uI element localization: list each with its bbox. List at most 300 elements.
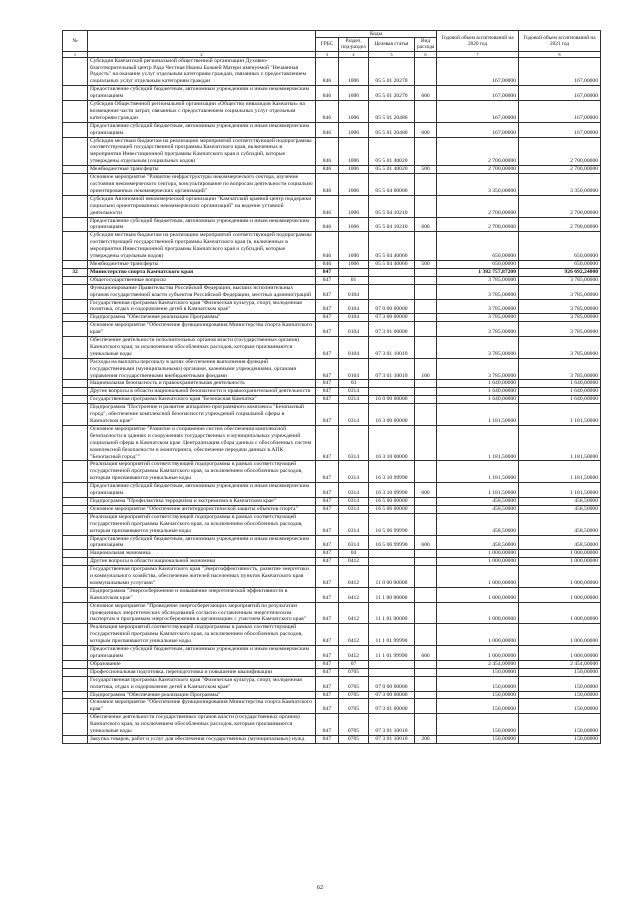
row-name: Реализация мероприятий соответствующей подпрограммы в рамках соответствующей государственной программы Камчатского края, за исключением обособленных расходов, которым присваиваются уникальные коды: [88, 624, 316, 646]
row-amount-2020: 167,00000: [437, 57, 519, 86]
row-name: Профессиональная подготовка, переподготовка и повышение квалификации: [88, 668, 316, 676]
row-grbs: 846: [316, 260, 339, 268]
row-name: Государственная программа Камчатского края "Физическая культура, спорт, молодежная политика, отдых и оздоровление детей в Камчатском крае": [88, 299, 316, 314]
row-razdel: 0412: [339, 566, 369, 588]
row-amount-2020: 1 181,50000: [437, 404, 519, 426]
row-target-article: 16 5 06 00000: [369, 505, 415, 513]
row-amount-2020: 1 181,50000: [437, 461, 519, 483]
row-name: Основное мероприятие "Обеспечение функционирования Министерства спорта Камчатского края": [88, 322, 316, 337]
row-expense-type: [415, 558, 437, 566]
row-amount-2020: 3 785,00000: [437, 322, 519, 337]
table-row: [63, 137, 601, 166]
column-index: 5: [369, 51, 415, 57]
row-name: Предоставление субсидий бюджетным, автономным учреждениям и иным некоммерческим организациям: [88, 646, 316, 661]
row-amount-2021: 150,00000: [519, 668, 601, 676]
row-number: [63, 260, 88, 268]
table-row: [63, 276, 601, 284]
row-razdel: 0314: [339, 461, 369, 483]
row-expense-type: [415, 624, 437, 646]
row-grbs: 847: [316, 284, 339, 299]
row-expense-type: [415, 587, 437, 602]
row-amount-2021: 2 700,00000: [519, 166, 601, 174]
row-grbs: 847: [316, 676, 339, 691]
row-grbs: 847: [316, 587, 339, 602]
row-amount-2021: 3 785,00000: [519, 276, 601, 284]
row-name: Субсидия Общественной региональной организации «Общество инвалидов Камчатки» на возмещение части затрат, связанных с предоставлением социальных услуг отдельным категориям граждан: [88, 101, 316, 123]
row-expense-type: [415, 550, 437, 558]
row-number: [63, 602, 88, 624]
row-number: [63, 483, 88, 498]
row-number: [63, 735, 88, 743]
row-number: [63, 587, 88, 602]
row-amount-2021: 167,00000: [519, 122, 601, 137]
row-expense-type: [415, 668, 437, 676]
row-number: [63, 337, 88, 359]
row-razdel: 0104: [339, 322, 369, 337]
table-row: [63, 388, 601, 396]
row-target-article: [369, 550, 415, 558]
column-index: 8: [519, 51, 601, 57]
row-expense-type: 600: [415, 86, 437, 101]
table-row: [63, 425, 601, 461]
row-expense-type: [415, 404, 437, 426]
row-razdel: 1006: [339, 260, 369, 268]
row-expense-type: [415, 314, 437, 322]
row-grbs: 846: [316, 174, 339, 196]
row-target-article: 16 0 00 00000: [369, 396, 415, 404]
row-amount-2020: 458,50000: [437, 505, 519, 513]
row-amount-2020: 458,50000: [437, 535, 519, 550]
row-expense-type: [415, 388, 437, 396]
table-row: [63, 57, 601, 86]
row-number: [63, 358, 88, 380]
row-target-article: 16 5 06 99990: [369, 535, 415, 550]
row-grbs: 846: [316, 195, 339, 217]
row-amount-2021: 926 692,24000: [519, 268, 601, 276]
table-row: [63, 195, 601, 217]
row-amount-2021: 458,50000: [519, 505, 601, 513]
row-expense-type: 600: [415, 122, 437, 137]
row-expense-type: [415, 461, 437, 483]
table-row: [63, 676, 601, 691]
row-expense-type: [415, 101, 437, 123]
row-razdel: 0705: [339, 735, 369, 743]
row-name: Расходы на выплаты персоналу в целях обеспечения выполнения функций государственными (муниципальными) органами, казенными учреждениями, органами управления государственными внебюджетными фондами: [88, 358, 316, 380]
row-amount-2021: 1 000,00000: [519, 566, 601, 588]
row-amount-2021: 1 000,00000: [519, 624, 601, 646]
row-name: Предоставление субсидий бюджетным, автономным учреждениям и иным некоммерческим организациям: [88, 86, 316, 101]
row-grbs: 846: [316, 101, 339, 123]
row-amount-2020: 1 640,00000: [437, 380, 519, 388]
row-razdel: 0314: [339, 483, 369, 498]
row-razdel: 0314: [339, 497, 369, 505]
row-amount-2021: 1 640,00000: [519, 396, 601, 404]
row-grbs: 846: [316, 122, 339, 137]
table-row: [63, 699, 601, 714]
row-razdel: 04: [339, 550, 369, 558]
row-razdel: 0412: [339, 602, 369, 624]
row-expense-type: [415, 513, 437, 535]
row-grbs: 846: [316, 166, 339, 174]
row-target-article: [369, 660, 415, 668]
row-expense-type: [415, 566, 437, 588]
col-name-header: [88, 31, 316, 52]
row-target-article: 11 0 00 00000: [369, 566, 415, 588]
row-name: Основное мероприятие "Обеспечение функционирования Министерства спорта Камчатского края": [88, 699, 316, 714]
row-number: [63, 232, 88, 261]
row-razdel: 0314: [339, 404, 369, 426]
row-target-article: 05 5 01 20480: [369, 101, 415, 123]
table-row: [63, 668, 601, 676]
row-expense-type: [415, 284, 437, 299]
row-grbs: 847: [316, 276, 339, 284]
row-amount-2020: 2 700,00000: [437, 166, 519, 174]
row-target-article: 16 3 10 99990: [369, 461, 415, 483]
row-amount-2021: 1 181,50000: [519, 404, 601, 426]
row-amount-2020: 650,00000: [437, 260, 519, 268]
row-number: [63, 668, 88, 676]
row-number: [63, 57, 88, 86]
row-razdel: 0104: [339, 314, 369, 322]
row-expense-type: [415, 299, 437, 314]
table-row: [63, 404, 601, 426]
row-razdel: 0412: [339, 587, 369, 602]
row-number: [63, 646, 88, 661]
column-index: 2: [88, 51, 316, 57]
row-razdel: 0412: [339, 558, 369, 566]
row-name: Образование: [88, 660, 316, 668]
row-amount-2020: 1 640,00000: [437, 396, 519, 404]
row-name: Подпрограмма "Обеспечение реализации Программы": [88, 691, 316, 699]
row-expense-type: [415, 337, 437, 359]
row-target-article: [369, 284, 415, 299]
row-amount-2021: 150,00000: [519, 676, 601, 691]
row-number: [63, 217, 88, 232]
row-number: 32: [63, 268, 88, 276]
row-grbs: 846: [316, 57, 339, 86]
table-row: [63, 380, 601, 388]
row-number: [63, 505, 88, 513]
row-name: Государственная программа Камчатского края "Физическая культура, спорт, молодежная политика, отдых и оздоровление детей в Камчатском крае": [88, 676, 316, 691]
row-grbs: 847: [316, 646, 339, 661]
row-razdel: 1006: [339, 86, 369, 101]
row-name: Подпрограмма "Обеспечение реализации Программы": [88, 314, 316, 322]
row-amount-2021: 458,50000: [519, 513, 601, 535]
row-amount-2021: 1 000,00000: [519, 602, 601, 624]
row-grbs: 847: [316, 380, 339, 388]
row-expense-type: [415, 691, 437, 699]
row-name: Основное мероприятие "Развитие и сопряжение систем обеспечения комплексной безопасности в зданиях и сооружениях государственных и муниципальных учреждений социальной сферы в Камчатском крае. Централизация сбора данных с обособленных систем комплексной безопасности и мониторинга, обеспечение передачи данных в АПК "Безопасный город"": [88, 425, 316, 461]
row-razdel: 0314: [339, 425, 369, 461]
row-grbs: 847: [316, 668, 339, 676]
row-name: Закупка товаров, работ и услуг для обеспечения государственных (муниципальных) нужд: [88, 735, 316, 743]
row-amount-2020: 1 181,50000: [437, 425, 519, 461]
row-amount-2021: 1 000,00000: [519, 550, 601, 558]
row-razdel: [339, 268, 369, 276]
row-amount-2020: 2 700,00000: [437, 217, 519, 232]
row-amount-2021: 2 454,00000: [519, 660, 601, 668]
table-row: [63, 714, 601, 736]
row-razdel: 1006: [339, 101, 369, 123]
row-name: Общегосударственные вопросы: [88, 276, 316, 284]
row-amount-2020: 1 382 757,87200: [437, 268, 519, 276]
row-target-article: 07 3 00 00000: [369, 314, 415, 322]
row-amount-2021: 1 640,00000: [519, 388, 601, 396]
row-expense-type: [415, 380, 437, 388]
row-amount-2021: 2 700,00000: [519, 217, 601, 232]
row-expense-type: [415, 396, 437, 404]
row-name: Межбюджетные трансферты: [88, 260, 316, 268]
row-number: [63, 624, 88, 646]
row-amount-2020: 1 640,00000: [437, 388, 519, 396]
row-number: [63, 676, 88, 691]
row-expense-type: [415, 137, 437, 166]
row-expense-type: 200: [415, 735, 437, 743]
col-vr-header: Вид расхода: [415, 38, 437, 51]
table-row: [63, 268, 601, 276]
row-amount-2020: 650,00000: [437, 232, 519, 261]
row-amount-2021: 167,00000: [519, 101, 601, 123]
row-razdel: 0104: [339, 337, 369, 359]
row-amount-2020: 1 000,00000: [437, 587, 519, 602]
row-number: [63, 166, 88, 174]
table-body: [63, 57, 601, 743]
row-target-article: 05 5 04 10210: [369, 195, 415, 217]
row-amount-2021: 3 785,00000: [519, 322, 601, 337]
row-razdel: 0314: [339, 535, 369, 550]
row-amount-2020: 3 785,00000: [437, 276, 519, 284]
table-row: [63, 122, 601, 137]
row-number: [63, 195, 88, 217]
row-razdel: 1006: [339, 217, 369, 232]
header-row-1: [63, 31, 601, 38]
row-razdel: 1006: [339, 57, 369, 86]
table-row: [63, 166, 601, 174]
row-amount-2020: 2 700,00000: [437, 137, 519, 166]
row-number: [63, 299, 88, 314]
row-amount-2020: 150,00000: [437, 714, 519, 736]
col-num-header: №: [63, 31, 88, 52]
row-grbs: 847: [316, 558, 339, 566]
col-codes-header: Коды: [316, 31, 437, 38]
row-razdel: 1006: [339, 232, 369, 261]
row-amount-2020: 458,50000: [437, 513, 519, 535]
column-index: 4: [339, 51, 369, 57]
table-row: [63, 314, 601, 322]
row-amount-2021: 1 181,50000: [519, 425, 601, 461]
row-razdel: 0314: [339, 513, 369, 535]
row-razdel: 07: [339, 660, 369, 668]
row-grbs: 847: [316, 299, 339, 314]
row-amount-2021: 1 000,00000: [519, 558, 601, 566]
row-amount-2021: 3 785,00000: [519, 337, 601, 359]
table-row: [63, 299, 601, 314]
table-row: [63, 217, 601, 232]
table-row: [63, 505, 601, 513]
row-amount-2020: 2 454,00000: [437, 660, 519, 668]
row-razdel: 0705: [339, 714, 369, 736]
row-amount-2020: 150,00000: [437, 676, 519, 691]
row-grbs: 847: [316, 513, 339, 535]
row-amount-2020: 458,50000: [437, 497, 519, 505]
row-expense-type: [415, 505, 437, 513]
row-name: Подпрограмма "Профилактика терроризма и экстремизма в Камчатском крае": [88, 497, 316, 505]
row-target-article: 07 3 01 10010: [369, 735, 415, 743]
row-amount-2020: 3 785,00000: [437, 314, 519, 322]
row-grbs: 847: [316, 566, 339, 588]
row-expense-type: [415, 660, 437, 668]
row-grbs: 847: [316, 425, 339, 461]
row-amount-2020: 167,00000: [437, 101, 519, 123]
row-grbs: 847: [316, 550, 339, 558]
row-grbs: 847: [316, 483, 339, 498]
row-name: Функционирование Правительства Российской Федерации, высших исполнительных органов государственной власти субъектов Российской Федерации, местных администраций: [88, 284, 316, 299]
row-target-article: 05 5 01 20270: [369, 86, 415, 101]
row-grbs: 846: [316, 137, 339, 166]
row-number: [63, 396, 88, 404]
row-name: Государственная программа Камчатского края "Безопасная Камчатка": [88, 396, 316, 404]
page-number: 62: [316, 884, 324, 891]
row-expense-type: 500: [415, 166, 437, 174]
row-target-article: 16 3 00 00000: [369, 404, 415, 426]
row-target-article: 11 1 00 00000: [369, 587, 415, 602]
row-grbs: 847: [316, 404, 339, 426]
row-razdel: 0314: [339, 388, 369, 396]
row-number: [63, 380, 88, 388]
row-razdel: 0104: [339, 284, 369, 299]
row-name: Субсидия Камчатской региональной общественной организации Духовно-благотворительный центр Рада Честная Иконы Божией Матери именуемой "Нечаянная Радость" на оказание услуг отдельным категориям граждан, связанных с предоставлением социальных услуг отдельным категориям граждан: [88, 57, 316, 86]
row-name: Министерство спорта Камчатского края: [88, 268, 316, 276]
row-target-article: 16 3 10 99990: [369, 483, 415, 498]
row-amount-2021: 650,00000: [519, 232, 601, 261]
row-target-article: [369, 276, 415, 284]
table-row: [63, 624, 601, 646]
row-name: Предоставление субсидий бюджетным, автономным учреждениям и иным некоммерческим организациям: [88, 217, 316, 232]
table-row: [63, 602, 601, 624]
row-number: [63, 566, 88, 588]
row-name: Другие вопросы в области национальной безопасности и правоохранительной деятельности: [88, 388, 316, 396]
row-grbs: 847: [316, 624, 339, 646]
row-expense-type: 600: [415, 646, 437, 661]
row-amount-2020: 1 000,00000: [437, 646, 519, 661]
row-target-article: 07 3 01 00000: [369, 322, 415, 337]
row-amount-2021: 2 700,00000: [519, 195, 601, 217]
row-grbs: 847: [316, 396, 339, 404]
row-amount-2020: 2 700,00000: [437, 195, 519, 217]
row-razdel: 0412: [339, 646, 369, 661]
row-name: Национальная безопасность и правоохранительная деятельность: [88, 380, 316, 388]
row-amount-2021: 1 181,50000: [519, 461, 601, 483]
row-amount-2020: 1 000,00000: [437, 558, 519, 566]
row-name: Субсидия местным бюджетам на реализацию мероприятий соответствующей подпрограммы соответствующей государственной программы Камчатского края (в, включенных в мероприятия Инвестиционной программы Камчатского края и субсидий, которые утверждены отдельным кодов): [88, 232, 316, 261]
row-expense-type: 100: [415, 358, 437, 380]
row-target-article: 07 3 01 10010: [369, 337, 415, 359]
row-grbs: 847: [316, 337, 339, 359]
row-amount-2021: 3 785,00000: [519, 358, 601, 380]
row-name: Субсидия местным бюджетам на реализацию мероприятий соответствующей подпрограммы соответствующей государственной программы Камчатского края, включенных в мероприятия Инвестиционной программы Камчатского края и субсидий, которые утверждены отдельным (социальных кодов): [88, 137, 316, 166]
row-amount-2021: 1 640,00000: [519, 380, 601, 388]
table-row: [63, 322, 601, 337]
row-grbs: 847: [316, 691, 339, 699]
row-amount-2021: 458,50000: [519, 497, 601, 505]
row-target-article: 07 3 01 10010: [369, 714, 415, 736]
row-target-article: 11 1 01 99990: [369, 646, 415, 661]
row-name: Подпрограмма "Построение и развитие аппаратно-программного комплекса "Безопасный город", обеспечение комплексной безопасности учреждений социальной сферы в Камчатском крае": [88, 404, 316, 426]
row-amount-2021: 150,00000: [519, 714, 601, 736]
row-expense-type: [415, 195, 437, 217]
row-amount-2020: 1 000,00000: [437, 624, 519, 646]
row-number: [63, 122, 88, 137]
row-amount-2020: 1 000,00000: [437, 566, 519, 588]
row-number: [63, 86, 88, 101]
row-amount-2021: 3 785,00000: [519, 299, 601, 314]
row-amount-2021: 3 350,00000: [519, 174, 601, 196]
row-grbs: 847: [316, 602, 339, 624]
row-target-article: 07 3 01 00000: [369, 699, 415, 714]
row-grbs: 847: [316, 660, 339, 668]
row-razdel: 0412: [339, 624, 369, 646]
row-number: [63, 699, 88, 714]
row-name: Реализация мероприятий соответствующей подпрограммы в рамках соответствующей государственной программы Камчатского края, за исключением обособленных расходов, которым присваиваются уникальные коды: [88, 461, 316, 483]
row-grbs: 847: [316, 461, 339, 483]
table-row: [63, 550, 601, 558]
row-name: Обеспечение деятельности государственных органов власти (государственных органов) Камчатского края, за исключением обособленных расходов, которым присваиваются уникальные коды: [88, 714, 316, 736]
row-amount-2020: 150,00000: [437, 699, 519, 714]
table-row: [63, 691, 601, 699]
col-2021-header: Годовой объем ассигнований на 2021 год: [519, 31, 601, 52]
row-name: Субсидия Автономной некоммерческой организации "Камчатский краевой центр поддержки социально ориентированных некоммерческих организаций" на ведение уставной деятельности: [88, 195, 316, 217]
row-number: [63, 314, 88, 322]
row-amount-2020: 3 785,00000: [437, 284, 519, 299]
column-index: 1: [63, 51, 88, 57]
row-grbs: 847: [316, 497, 339, 505]
table-row: [63, 646, 601, 661]
row-amount-2021: 650,00000: [519, 260, 601, 268]
row-amount-2021: 150,00000: [519, 735, 601, 743]
row-target-article: 16 3 10 00000: [369, 425, 415, 461]
row-number: [63, 276, 88, 284]
row-number: [63, 137, 88, 166]
column-index: 6: [415, 51, 437, 57]
row-amount-2021: 3 785,00000: [519, 314, 601, 322]
row-razdel: 0104: [339, 358, 369, 380]
row-target-article: 16 5 06 99990: [369, 513, 415, 535]
row-name: Обеспечение деятельности исполнительных органов власти (государственных органов) Камчатского края, за исключением обособленных расходов, которым присваиваются уникальные коды: [88, 337, 316, 359]
row-expense-type: 600: [415, 483, 437, 498]
row-razdel: 0314: [339, 396, 369, 404]
row-razdel: 0314: [339, 505, 369, 513]
row-razdel: 1006: [339, 174, 369, 196]
row-expense-type: [415, 699, 437, 714]
table-row: [63, 174, 601, 196]
row-number: [63, 461, 88, 483]
row-number: [63, 550, 88, 558]
row-grbs: 846: [316, 232, 339, 261]
row-razdel: 0705: [339, 699, 369, 714]
row-expense-type: 500: [415, 260, 437, 268]
row-target-article: [369, 380, 415, 388]
row-grbs: 847: [316, 314, 339, 322]
col-grbs-header: ГРБС: [316, 38, 339, 51]
row-amount-2021: 458,50000: [519, 535, 601, 550]
row-amount-2020: 3 785,00000: [437, 337, 519, 359]
row-name: Подпрограмма "Энергосбережение и повышение энергетической эффективности в Камчатском крае": [88, 587, 316, 602]
row-amount-2021: 167,00000: [519, 57, 601, 86]
table-row: [63, 260, 601, 268]
row-amount-2021: 1 000,00000: [519, 646, 601, 661]
row-target-article: 07 3 00 00000: [369, 691, 415, 699]
row-target-article: 05 5 01 20480: [369, 122, 415, 137]
